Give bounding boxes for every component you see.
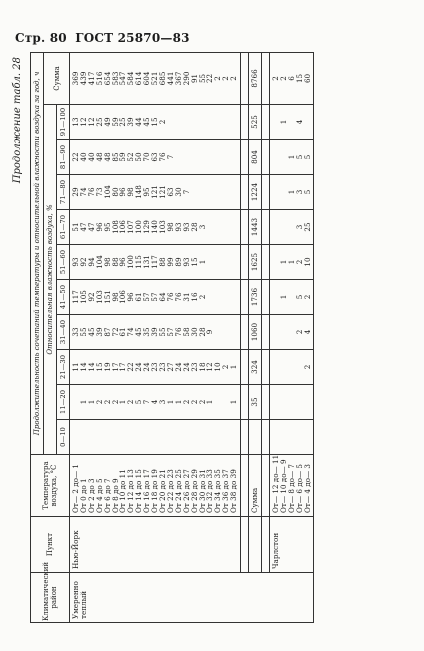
total-cell: 525: [249, 105, 262, 140]
total-cell: 804: [249, 140, 262, 175]
value-cell: [269, 385, 314, 420]
header-range: 41—50: [57, 280, 70, 315]
header-range: 81—90: [57, 140, 70, 175]
total-cell: [249, 420, 262, 455]
header-combo: Продолжительность сочетаний температуры и относительной влажности воздуха за год, ч: [31, 52, 44, 454]
header-sum: Сумма: [44, 52, 70, 104]
data-table: [30, 52, 314, 623]
value-cell: 2 4: [269, 315, 314, 350]
value-cell: 29 74 76 73 104 80 96 98 148 95 121 121 63 30 7: [70, 175, 241, 210]
value-cell: 2: [269, 350, 314, 385]
value-cell: [269, 420, 314, 455]
point-cell: Чарлстон: [269, 517, 314, 573]
header-range: 51—60: [57, 245, 70, 280]
value-cell: 1 3 5: [269, 175, 314, 210]
value-cell: 1 5 5: [269, 140, 314, 175]
total-row: [249, 52, 262, 622]
header-range: 31—40: [57, 315, 70, 350]
header-climate: Климатический район: [31, 573, 70, 623]
value-cell: 3 25: [269, 210, 314, 245]
sum-label: Сумма: [249, 455, 262, 517]
page-header: [15, 31, 194, 45]
header-range: 0—10: [57, 420, 70, 455]
header-range: 11—20: [57, 385, 70, 420]
point-cell: Нью-Йорк: [70, 517, 241, 573]
value-cell: 33 55 45 39 87 72 61 74 45 35 39 55 57 76 58 30 28 9: [70, 315, 241, 350]
header-range: 71—80: [57, 175, 70, 210]
temperature-cell: От— 12 до— 11 От— 10 до— 9 От— 8 до— 7 От— 6 до— 5 От— 4 до— 3: [269, 455, 314, 517]
spacer-row: [261, 52, 269, 622]
header-range: 21—30: [57, 350, 70, 385]
value-cell: 1 1 2 2 2 1 2 5 7 4 3 1 1 2 2 2 1 1: [70, 385, 241, 420]
header-range: 91—100: [57, 105, 70, 140]
total-cell: 1060: [249, 315, 262, 350]
total-cell: 1736: [249, 280, 262, 315]
value-cell: [70, 420, 241, 455]
header-temperature: Температура воздуха, °С: [31, 455, 70, 517]
value-cell: 22 40 40 48 48 85 59 52 50 70 63 76 7: [70, 140, 241, 175]
header-humidity: Относительная влажность воздуха, %: [44, 105, 57, 455]
sum-cell: 2 2 6 15 60: [269, 52, 314, 104]
total-cell: 1625: [249, 245, 262, 280]
value-cell: 13 12 12 25 49 59 25 39 44 45 15 2: [70, 105, 241, 140]
page-label: Стр. 80: [15, 31, 67, 45]
spacer-row: [241, 52, 249, 622]
total-cell: 1224: [249, 175, 262, 210]
total-cell: 324: [249, 350, 262, 385]
value-cell: 1 1 2 10: [269, 245, 314, 280]
value-cell: 51 47 47 96 95 108 106 107 100 129 140 103 98 93 93 28 3: [70, 210, 241, 245]
temperature-cell: От— 2 до— 1 От 0 до 1 От 2 до 3 От 4 до 5 От 6 до 7 От 8 до 9 От 10 до 11 От 12 до 13 От 14 до 15 От 16 до 17 От 18 до 19 От 20 до 21 От 22 до 23 От 24 до 25 От 26 до 27 От 28 до 29 От 30 до 31 От 32 до 33 От 34 до 35 От 36 до 37 От 38 до 39: [70, 455, 241, 517]
climate-cell: Умеренно теплый: [70, 573, 314, 623]
value-cell: 93 92 94 104 98 88 96 100 115 131 117 88 99 89 93 15 1: [70, 245, 241, 280]
table-title: Продолжение табл. 28: [12, 57, 23, 184]
sum-cell: 369 439 417 516 654 583 547 584 614 604 521 685 441 367 290 91 55 22 2 2 2: [70, 52, 241, 104]
header-range: 61—70: [57, 210, 70, 245]
total-cell: 1443: [249, 210, 262, 245]
grand-total-cell: 8766: [249, 52, 262, 104]
total-cell: 35: [249, 385, 262, 420]
standard-code: ГОСТ 25870—83: [75, 31, 190, 45]
value-cell: 1 4: [269, 105, 314, 140]
table-row-group: [70, 52, 241, 622]
table-row-group: [269, 52, 314, 622]
value-cell: 117 105 92 103 151 98 106 96 61 57 57 64 76 76 31 16 2: [70, 280, 241, 315]
header-point: Пункт: [31, 517, 70, 573]
rotated-table-page: [12, 53, 412, 623]
value-cell: 11 14 14 15 19 17 17 22 24 24 23 23 27 24 24 23 18 12 10 2 1: [70, 350, 241, 385]
value-cell: 1 5 2: [269, 280, 314, 315]
